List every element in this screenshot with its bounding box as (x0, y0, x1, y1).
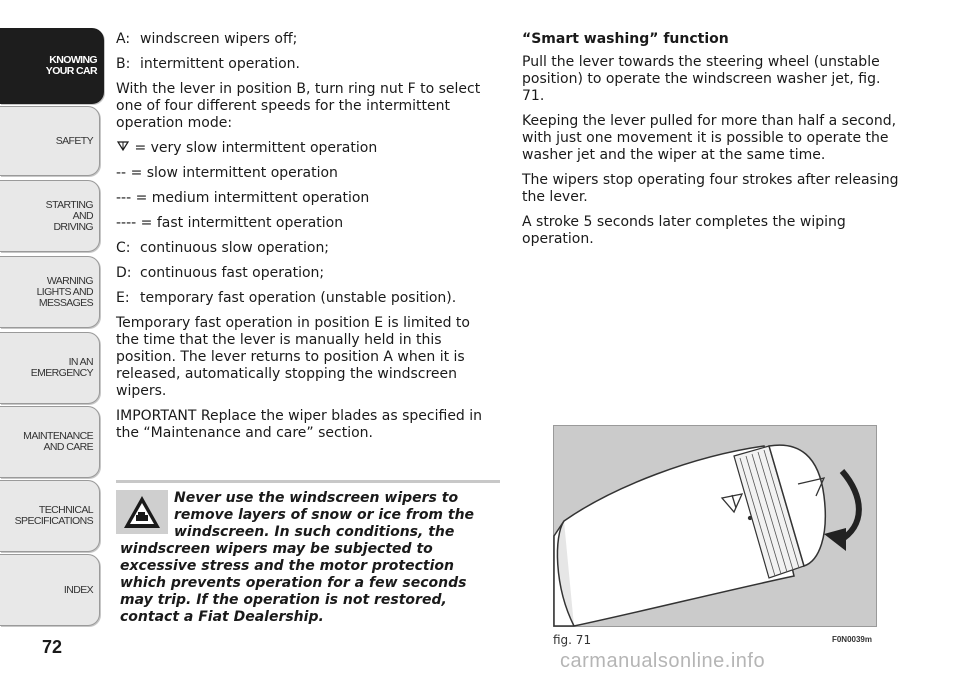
tab-label: KNOWING YOUR CAR (45, 54, 97, 77)
tab-label: SAFETY (55, 134, 93, 147)
tab-label: INDEX (63, 583, 93, 596)
tab-starting-and-driving[interactable] (0, 180, 100, 252)
paragraph: Keeping the lever pulled for more than half a second, with just one movement it is possible to operate the washer jet and the wiper at the same time. (522, 113, 897, 163)
def-key: A: (116, 31, 131, 47)
speed-text: = medium intermittent operation (135, 190, 370, 206)
def-key: D: (116, 265, 132, 281)
tab-label: WARNING LIGHTS AND MESSAGES (36, 274, 93, 309)
warning-note (116, 490, 496, 626)
warning-divider (116, 480, 500, 483)
wiper-lever-illustration-icon (554, 426, 876, 626)
def-key: E: (116, 290, 130, 306)
speed-symbol: ---- (116, 215, 137, 231)
def-key: C: (116, 240, 131, 256)
speed-text: = very slow intermittent operation (134, 140, 378, 156)
left-column (116, 31, 494, 450)
definition-item (116, 265, 494, 282)
tab-knowing-your-car[interactable] (0, 28, 104, 104)
def-text: temporary fast operation (unstable position). (140, 290, 457, 306)
tab-in-an-emergency[interactable] (0, 332, 100, 404)
tab-index[interactable] (0, 554, 100, 626)
tab-label: MAINTENANCE AND CARE (23, 430, 93, 453)
speed-item (116, 215, 494, 232)
speed-text: = slow intermittent operation (130, 165, 338, 181)
section-title: “Smart washing” function (522, 31, 729, 47)
definition-item (116, 240, 494, 257)
warning-text: Never use the windscreen wipers to remove layers of snow or ice from the windscreen. In such conditions, the windscreen wipers may be subjected to excessive stress and the motor protection which prevents operation for a few seconds may trip. If the operation is not restored, contact a Fiat Dealership. (120, 490, 475, 625)
def-key: B: (116, 56, 131, 72)
tab-label: STARTING AND DRIVING (45, 198, 93, 233)
def-text: continuous slow operation; (140, 240, 330, 256)
watermark: carmanualsonline.info (560, 650, 766, 672)
def-text: intermittent operation. (140, 56, 300, 72)
definition-item (116, 290, 494, 307)
tab-technical-specifications[interactable] (0, 480, 100, 552)
paragraph: IMPORTANT Replace the wiper blades as specified in the “Maintenance and care” section. (116, 408, 483, 441)
def-text: continuous fast operation; (140, 265, 325, 281)
speed-symbol: -- (116, 165, 127, 181)
paragraph: Pull the lever towards the steering wheel (unstable position) to operate the windscreen washer jet, fig. 71. (522, 54, 881, 104)
speed-item (116, 190, 494, 207)
tab-warning-lights[interactable] (0, 256, 100, 328)
figure-code: F0N0039m (831, 635, 872, 644)
very-slow-symbol-icon (116, 140, 130, 157)
page-number: 72 (42, 637, 63, 657)
paragraph: The wipers stop operating four strokes after releasing the lever. (522, 172, 899, 205)
speed-symbol: --- (116, 190, 132, 206)
tab-maintenance[interactable] (0, 406, 100, 478)
def-text: windscreen wipers off; (140, 31, 298, 47)
paragraph: With the lever in position B, turn ring nut F to select one of four different speeds for the intermittent operation mode: (116, 81, 481, 131)
figure-caption: fig. 71 (553, 633, 592, 647)
speed-item (116, 165, 494, 182)
definition-item (116, 56, 494, 73)
tab-label: TECHNICAL SPECIFICATIONS (14, 504, 93, 527)
warning-triangle-icon (116, 490, 168, 534)
tab-label: IN AN EMERGENCY (30, 356, 93, 379)
paragraph: Temporary fast operation in position E is limited to the time that the lever is manually held in this position. The lever returns to position A when it is released, automatically stopping the windscreen wipers. (116, 315, 470, 399)
speed-item (116, 140, 494, 157)
speed-text: = fast intermittent operation (140, 215, 344, 231)
right-column (522, 31, 906, 256)
paragraph: A stroke 5 seconds later completes the wiping operation. (522, 214, 846, 247)
tab-safety[interactable] (0, 106, 100, 176)
definition-item (116, 31, 494, 48)
